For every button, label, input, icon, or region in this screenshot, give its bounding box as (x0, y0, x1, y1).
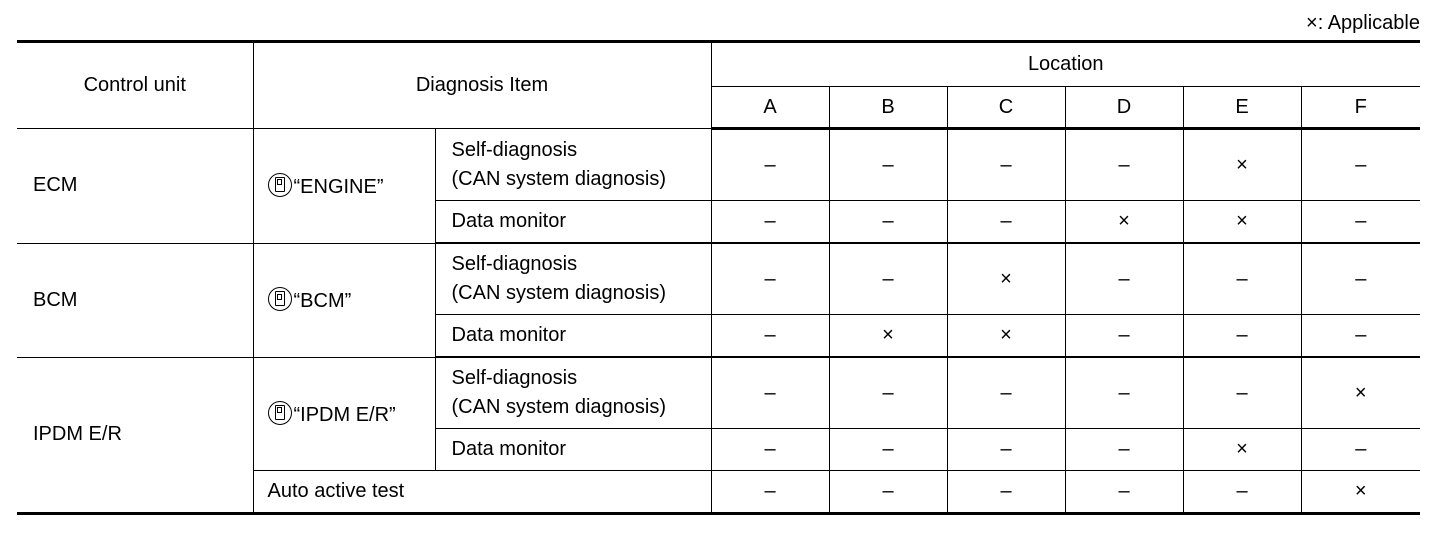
self-diagnosis-cell (435, 243, 711, 315)
self-diagnosis-sublabel: (CAN system diagnosis) (451, 167, 667, 190)
mark-cell: – (829, 429, 947, 471)
mark-cell: – (711, 243, 829, 315)
mark-cell: – (1183, 357, 1301, 429)
header-location-b: B (829, 87, 947, 129)
mark-cell: – (947, 129, 1065, 201)
diagnosis-item-bcm (253, 243, 435, 357)
mark-cell: × (829, 315, 947, 358)
self-diagnosis-label: Self-diagnosis (451, 367, 578, 389)
mark-cell: – (947, 471, 1065, 514)
mark-cell: – (711, 429, 829, 471)
data-monitor-label: Data monitor (435, 315, 711, 358)
header-control-unit: Control unit (17, 42, 253, 129)
mark-cell: – (1065, 315, 1183, 358)
auto-active-test-label: Auto active test (253, 471, 711, 514)
header-location-c: C (947, 87, 1065, 129)
mark-cell: – (1183, 315, 1301, 358)
mark-cell: × (947, 243, 1065, 315)
diagnosis-item-label: “ENGINE” (293, 175, 384, 198)
self-diagnosis-sublabel: (CAN system diagnosis) (451, 396, 667, 418)
mark-cell: – (1065, 429, 1183, 471)
mark-cell: – (1301, 315, 1420, 358)
consult-icon (268, 287, 292, 311)
data-monitor-label: Data monitor (435, 429, 711, 471)
self-diagnosis-cell (435, 129, 711, 201)
control-unit-ecm: ECM (17, 129, 253, 244)
self-diagnosis-sublabel: (CAN system diagnosis) (451, 282, 667, 304)
mark-cell: – (1065, 243, 1183, 315)
self-diagnosis-cell (435, 357, 711, 429)
table-row (17, 357, 1420, 429)
diagnosis-table (17, 40, 1420, 515)
header-location-a: A (711, 87, 829, 129)
header-location-d: D (1065, 87, 1183, 129)
mark-cell: – (711, 315, 829, 358)
mark-cell: – (1301, 429, 1420, 471)
mark-cell: – (1183, 243, 1301, 315)
diagnosis-item-label: “IPDM E/R” (293, 403, 396, 426)
self-diagnosis-label: Self-diagnosis (451, 253, 578, 275)
consult-icon (268, 173, 292, 197)
control-unit-ipdm: IPDM E/R (17, 357, 253, 514)
mark-cell: – (829, 357, 947, 429)
applicable-legend: ×: Applicable (1306, 12, 1420, 34)
mark-cell: – (1301, 243, 1420, 315)
data-monitor-label: Data monitor (435, 201, 711, 244)
header-diagnosis-item: Diagnosis Item (253, 42, 711, 129)
diagnosis-item-ipdm (253, 357, 435, 471)
table-row (17, 129, 1420, 201)
control-unit-bcm: BCM (17, 243, 253, 357)
mark-cell: – (1301, 201, 1420, 244)
mark-cell: – (829, 129, 947, 201)
mark-cell: × (1183, 129, 1301, 201)
mark-cell: – (1183, 471, 1301, 514)
mark-cell: – (1065, 357, 1183, 429)
mark-cell: – (1065, 471, 1183, 514)
mark-cell: – (947, 201, 1065, 244)
mark-cell: × (1301, 471, 1420, 514)
mark-cell: – (947, 429, 1065, 471)
mark-cell: × (1183, 429, 1301, 471)
mark-cell: – (1065, 129, 1183, 201)
mark-cell: – (711, 129, 829, 201)
mark-cell: – (1301, 129, 1420, 201)
mark-cell: – (829, 243, 947, 315)
mark-cell: – (711, 201, 829, 244)
mark-cell: – (829, 471, 947, 514)
diagnosis-item-engine (253, 129, 435, 244)
mark-cell: × (1183, 201, 1301, 244)
mark-cell: – (711, 471, 829, 514)
header-location-e: E (1183, 87, 1301, 129)
diagnosis-item-label: “BCM” (293, 290, 352, 312)
header-location-f: F (1301, 87, 1420, 129)
mark-cell: – (829, 201, 947, 244)
self-diagnosis-label: Self-diagnosis (451, 138, 578, 161)
header-location: Location (711, 42, 1420, 87)
table-row (17, 243, 1420, 315)
mark-cell: × (947, 315, 1065, 358)
mark-cell: × (1301, 357, 1420, 429)
mark-cell: × (1065, 201, 1183, 244)
mark-cell: – (711, 357, 829, 429)
consult-icon (268, 401, 292, 425)
mark-cell: – (947, 357, 1065, 429)
